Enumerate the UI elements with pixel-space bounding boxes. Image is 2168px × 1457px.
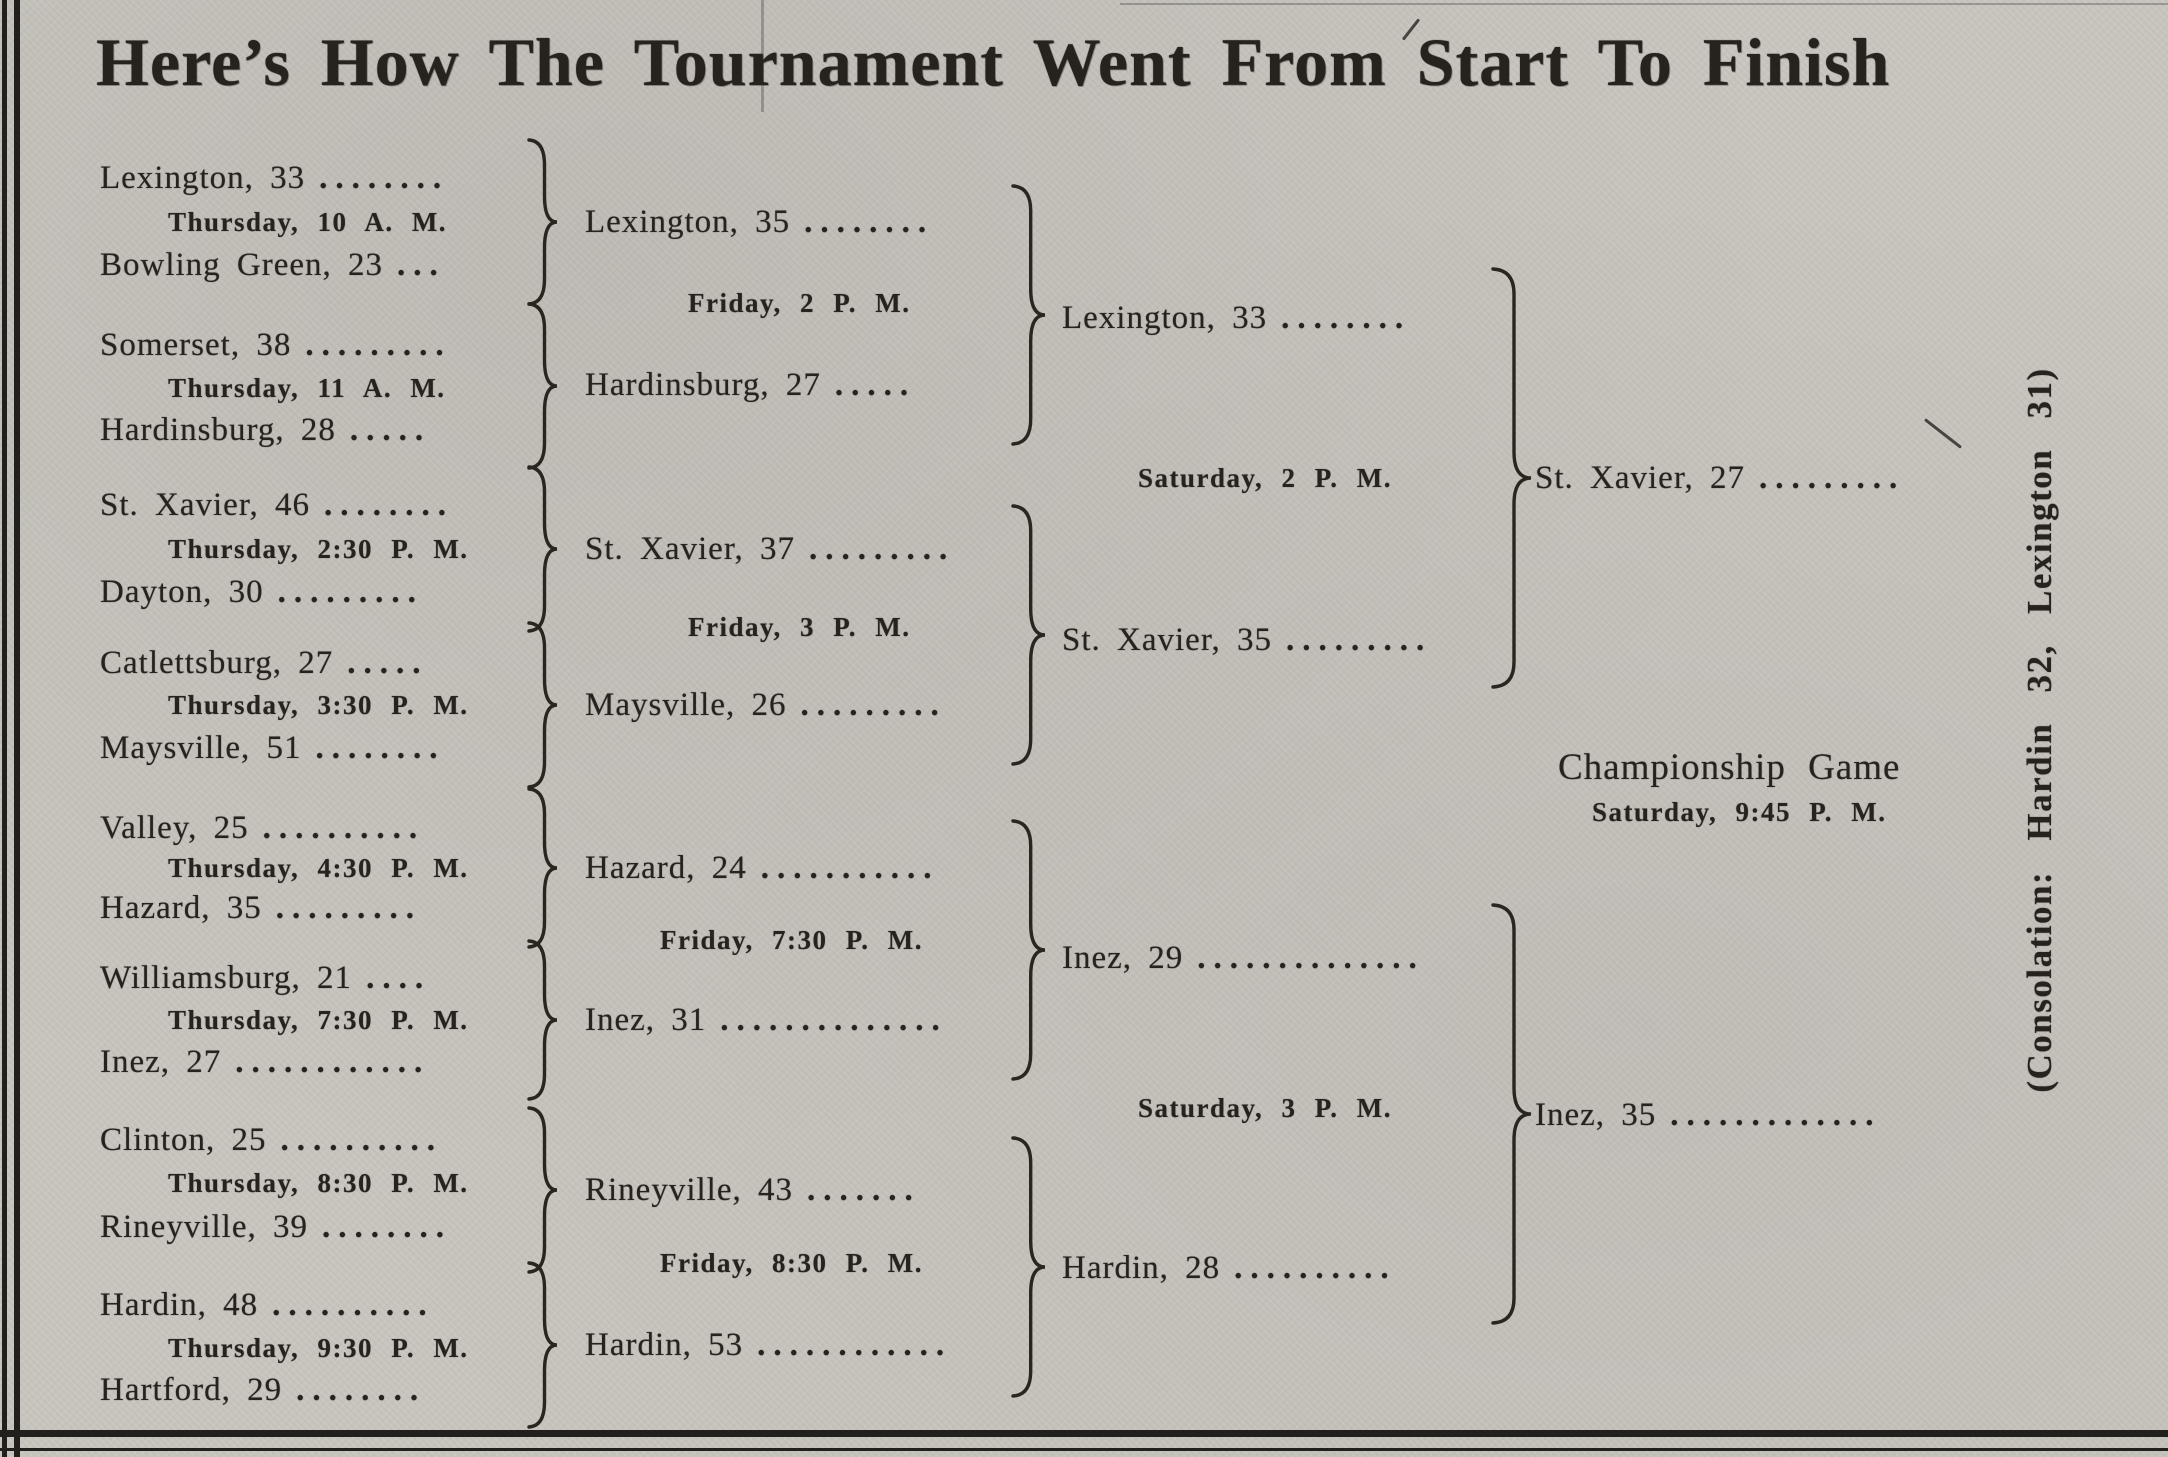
bracket-brace bbox=[1012, 505, 1046, 765]
bottom-rule-thick bbox=[0, 1430, 2168, 1437]
dot-leader: ......... bbox=[1285, 622, 1433, 658]
team-name: Clinton, 25 bbox=[100, 1122, 267, 1158]
dot-leader: .......... bbox=[262, 810, 426, 846]
dot-leader: ........ bbox=[315, 730, 446, 766]
team-entry bbox=[1062, 620, 1432, 660]
game-time-label: Saturday, 2 P. M. bbox=[1138, 463, 1393, 493]
team-entry bbox=[100, 325, 452, 365]
bracket-brace bbox=[528, 466, 558, 632]
team-entry bbox=[100, 1042, 430, 1082]
team-entry bbox=[100, 1207, 452, 1247]
team-entry bbox=[585, 1170, 921, 1210]
dot-leader: ........... bbox=[760, 850, 940, 886]
bracket-brace bbox=[528, 1107, 558, 1273]
dot-leader: .......... bbox=[272, 1287, 435, 1323]
bottom-rule-thin bbox=[0, 1448, 2168, 1451]
team-entry bbox=[100, 485, 454, 525]
team-name: Dayton, 30 bbox=[100, 574, 264, 610]
game-time-label: Thursday, 4:30 P. M. bbox=[168, 853, 469, 883]
team-name: Hardin, 48 bbox=[100, 1287, 259, 1323]
game-time-label: Thursday, 9:30 P. M. bbox=[168, 1333, 469, 1363]
game-time-label: Thursday, 7:30 P. M. bbox=[168, 1005, 469, 1035]
dot-leader: ............ bbox=[757, 1327, 953, 1363]
bracket-brace bbox=[1012, 1137, 1046, 1397]
bracket-brace bbox=[528, 1262, 558, 1428]
team-name: Rineyville, 39 bbox=[100, 1209, 308, 1245]
team-name: Lexington, 33 bbox=[1062, 300, 1268, 336]
team-entry bbox=[1535, 1095, 1882, 1135]
team-entry bbox=[100, 808, 425, 848]
team-name: Valley, 25 bbox=[100, 810, 249, 846]
championship-time-label: Saturday, 9:45 P. M. bbox=[1592, 797, 1887, 827]
team-name: Inez, 29 bbox=[1062, 940, 1184, 976]
game-time-label: Friday, 7:30 P. M. bbox=[660, 925, 923, 955]
game-time-label: Thursday, 2:30 P. M. bbox=[168, 534, 469, 564]
bracket-brace bbox=[528, 622, 558, 788]
bracket-brace bbox=[528, 940, 558, 1100]
team-entry bbox=[100, 1370, 426, 1410]
dot-leader: ........ bbox=[1281, 300, 1412, 336]
game-time-label: Thursday, 8:30 P. M. bbox=[168, 1168, 469, 1198]
team-name: Lexington, 35 bbox=[585, 204, 791, 240]
team-entry bbox=[585, 1000, 948, 1040]
bracket-brace bbox=[1012, 185, 1046, 445]
team-name: Hartford, 29 bbox=[100, 1372, 283, 1408]
dot-leader: ......... bbox=[808, 531, 956, 567]
game-time-label: Thursday, 10 A. M. bbox=[168, 207, 448, 237]
dot-leader: ........ bbox=[804, 204, 935, 240]
dot-leader: ......... bbox=[277, 574, 424, 610]
team-name: Lexington, 33 bbox=[100, 160, 306, 196]
bracket-brace bbox=[528, 139, 558, 305]
game-time-label: Thursday, 11 A. M. bbox=[168, 373, 446, 403]
team-name: Inez, 31 bbox=[585, 1002, 707, 1038]
team-entry bbox=[585, 529, 955, 569]
team-name: Hardin, 28 bbox=[1062, 1250, 1221, 1286]
team-entry bbox=[1062, 1248, 1397, 1288]
left-border-outer-rule bbox=[2, 0, 7, 1457]
team-entry bbox=[585, 365, 916, 405]
team-name: Hardinsburg, 28 bbox=[100, 412, 336, 448]
team-entry bbox=[1062, 938, 1425, 978]
dot-leader: ......... bbox=[800, 687, 947, 723]
dot-leader: ........ bbox=[323, 487, 454, 523]
bracket-brace bbox=[528, 788, 558, 948]
team-entry bbox=[100, 958, 431, 998]
team-name: Inez, 35 bbox=[1535, 1097, 1657, 1133]
team-entry bbox=[100, 572, 424, 612]
team-name: Bowling Green, 23 bbox=[100, 247, 384, 283]
left-border-inner-rule bbox=[14, 0, 20, 1457]
dot-leader: .......... bbox=[280, 1122, 444, 1158]
team-name: Inez, 27 bbox=[100, 1044, 222, 1080]
dot-leader: ... bbox=[397, 247, 446, 283]
game-time-label: Friday, 3 P. M. bbox=[688, 612, 911, 642]
team-name: St. Xavier, 27 bbox=[1535, 460, 1745, 496]
dot-leader: ....... bbox=[806, 1172, 921, 1208]
bracket-brace bbox=[1492, 268, 1532, 688]
tournament-title: Here’s How The Tournament Went From Start To Finish bbox=[96, 24, 1891, 100]
team-entry bbox=[585, 202, 934, 242]
team-name: Somerset, 38 bbox=[100, 327, 292, 363]
stray-ink-mark bbox=[1924, 418, 1962, 449]
bracket-brace bbox=[1012, 820, 1046, 1080]
team-name: Hazard, 35 bbox=[100, 890, 262, 926]
team-entry bbox=[100, 888, 422, 928]
team-entry bbox=[585, 685, 947, 725]
team-name: St. Xavier, 37 bbox=[585, 531, 795, 567]
dot-leader: ..... bbox=[349, 412, 432, 448]
team-name: Williamsburg, 21 bbox=[100, 960, 353, 996]
dot-leader: .............. bbox=[720, 1002, 948, 1038]
dot-leader: ........ bbox=[321, 1209, 452, 1245]
dot-leader: ........ bbox=[296, 1372, 427, 1408]
team-name: Maysville, 26 bbox=[585, 687, 787, 723]
dot-leader: ..... bbox=[347, 645, 429, 681]
dot-leader: .............. bbox=[1197, 940, 1425, 976]
game-time-label: Friday, 2 P. M. bbox=[688, 288, 911, 318]
dot-leader: ......... bbox=[305, 327, 452, 363]
championship-label: Championship Game bbox=[1558, 747, 1901, 788]
dot-leader: ......... bbox=[1758, 460, 1906, 496]
game-time-label: Friday, 8:30 P. M. bbox=[660, 1248, 923, 1278]
team-name: St. Xavier, 35 bbox=[1062, 622, 1272, 658]
team-entry bbox=[100, 1120, 443, 1160]
team-entry bbox=[585, 1325, 952, 1365]
team-name: Hardinsburg, 27 bbox=[585, 367, 821, 403]
dot-leader: ............ bbox=[235, 1044, 431, 1080]
dot-leader: ..... bbox=[834, 367, 917, 403]
dot-leader: ........ bbox=[319, 160, 450, 196]
game-time-label: Thursday, 3:30 P. M. bbox=[168, 690, 469, 720]
team-name: St. Xavier, 46 bbox=[100, 487, 310, 523]
team-entry bbox=[100, 245, 446, 285]
dot-leader: .......... bbox=[1234, 1250, 1397, 1286]
dot-leader: ......... bbox=[275, 890, 423, 926]
team-entry bbox=[100, 728, 445, 768]
team-entry bbox=[1062, 298, 1411, 338]
team-entry bbox=[100, 1285, 435, 1325]
consolation-note: (Consolation: Hardin 32, Lexington 31) bbox=[2020, 367, 2059, 1093]
team-entry bbox=[100, 643, 428, 683]
bracket-brace bbox=[1492, 904, 1532, 1324]
team-entry bbox=[100, 410, 431, 450]
dot-leader: ............. bbox=[1670, 1097, 1882, 1133]
team-entry bbox=[1535, 458, 1905, 498]
team-entry bbox=[585, 848, 940, 888]
dot-leader: .... bbox=[366, 960, 432, 996]
top-edge-ghost-rule bbox=[1120, 3, 2168, 5]
team-name: Rineyville, 43 bbox=[585, 1172, 793, 1208]
team-name: Maysville, 51 bbox=[100, 730, 302, 766]
team-name: Hardin, 53 bbox=[585, 1327, 744, 1363]
bracket-brace bbox=[528, 303, 558, 469]
game-time-label: Saturday, 3 P. M. bbox=[1138, 1093, 1393, 1123]
team-name: Catlettsburg, 27 bbox=[100, 645, 334, 681]
team-entry bbox=[100, 158, 449, 198]
team-name: Hazard, 24 bbox=[585, 850, 747, 886]
